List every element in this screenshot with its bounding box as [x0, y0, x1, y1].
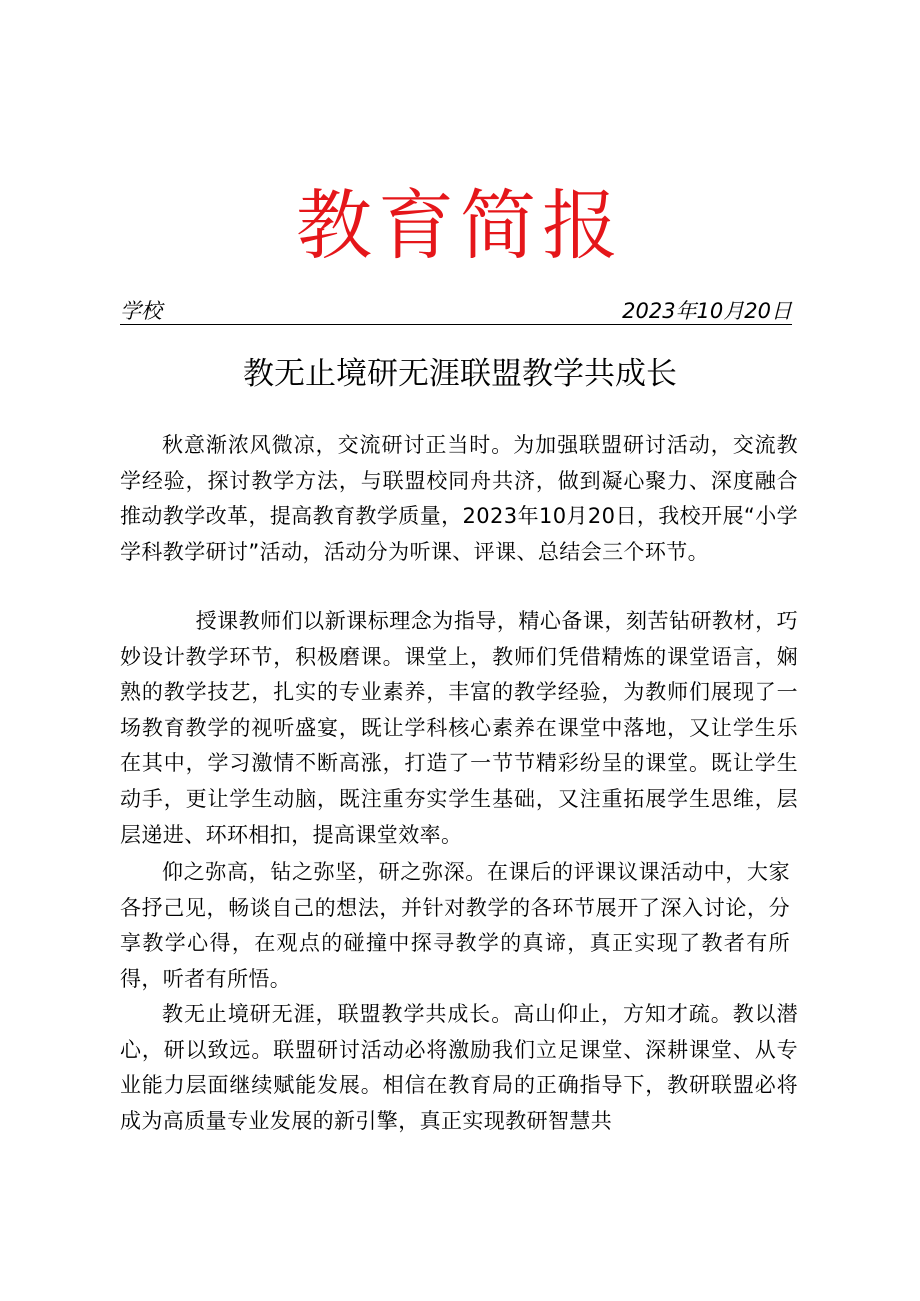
paragraph-conclusion: 教无止境研无涯，联盟教学共成长。高山仰止，方知才疏。教以潜心，研以致远。联盟研讨活动必将激励我们立足课堂、深耕课堂、从专业能力层面继续赋能发展。相信在教育局的正确指导下，教研联盟必将成为高质量专业发展的新引擎，真正实现教研智慧共	[120, 1002, 798, 1133]
issue-date: 2023年10月20日	[622, 299, 792, 323]
paragraph-intro: 秋意渐浓风微凉，交流研讨正当时。为加强联盟研讨活动，交流教学经验，探讨教学方法，与联盟校同舟共济，做到凝心聚力、深度融合推动教学改革，提高教育教学质量，2023年10月20日，我校开展“小学学科教学研讨”活动，活动分为听课、评课、总结会三个环节。	[120, 433, 798, 564]
article-title: 教无止境研无涯联盟教学共成长	[243, 356, 677, 392]
paragraph-evaluation: 仰之弥高，钻之弥坚，研之弥深。在课后的评课议课活动中，大家各抒己见，畅谈自己的想法，并针对教学的各环节展开了深入讨论，分享教学心得，在观点的碰撞中探寻教学的真谛，真正实现了教者有所得，听者有所悟。	[120, 860, 790, 991]
masthead-title: 教育简报	[296, 181, 624, 270]
paragraph-teaching: 授课教师们以新课标理念为指导，精心备课，刻苦钻研教材，巧妙设计教学环节，积极磨课。课堂上，教师们凭借精炼的课堂语言，娴熟的教学技艺，扎实的专业素养，丰富的教学经验，为教师们展现了一场教育教学的视听盛宴，既让学科核心素养在课堂中落地，又让学生乐在其中，学习激情不断高涨，打造了一节节精彩纷呈的课堂。既让学生动手，更让学生动脑，既注重夯实学生基础，又注重拓展学生思维，层层递进、环环相扣，提高课堂效率。	[120, 609, 798, 847]
school-label: 学校	[120, 299, 162, 323]
meta-line	[120, 298, 792, 325]
